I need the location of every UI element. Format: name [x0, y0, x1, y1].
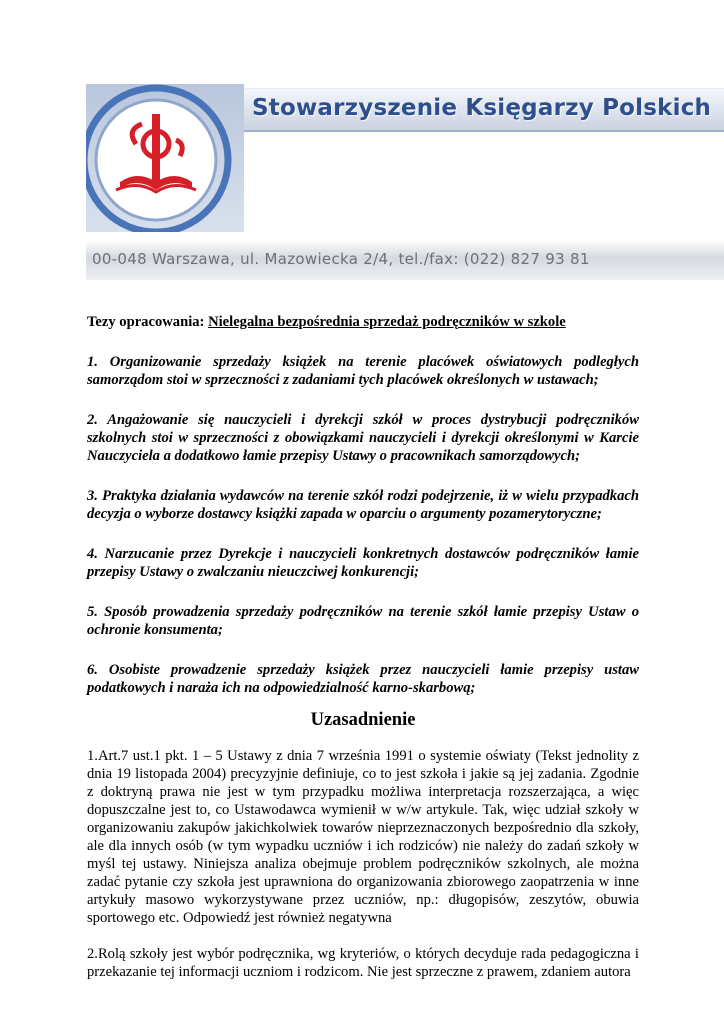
open-book-emblem-icon — [86, 84, 244, 232]
justification-paragraph: 2.Rolą szkoły jest wybór podręcznika, wg kryteriów, o których decyduje rada pedagogiczna i przekazanie tej informacji uczniom i rodzicom. Nie jest sprzeczne z prawem, zdaniem autora — [87, 946, 639, 980]
thesis-point: 3. Praktyka działania wydawców na terenie szkół rodzi podejrzenie, iż w wielu przypadkach decyzja o wyborze dostawcy książki zapada w oparciu o argumenty pozamerytoryczne; — [87, 488, 639, 522]
letterhead — [86, 84, 724, 292]
justification-paragraph: 1.Art.7 ust.1 pkt. 1 – 5 Ustawy z dnia 7 września 1991 o systemie oświaty (Tekst jednolity z dnia 19 listopada 2004) precyzyjnie definiuje, co to jest szkoła i jakie są jej zadania. Zgodnie z doktryną prawa nie jest w tym przypadku możliwa interpretacja rozszerzająca, a więc dopuszczalne jest to, co Ustawodawca wymienił w w/w artykule. Tak, więc udział szkoły w organizowaniu zakupów jakichkolwiek towarów nieprzeznaczonych bezpośrednio dla szkoły, ale dla innych osób (w tym wypadku uczniów i ich rodziców) nie należy do zadań szkoły w myśl tej ustawy. Niniejsza analiza obejmuje problem podręczników szkolnych, ale można zadać pytanie czy szkoła jest uprawniona do organizowania zbiorowego zaopatrzenia w inne artykuły masowo wykorzystywane przez uczniów, np.: długopisów, zeszytów, obuwia sportowego etc. Odpowiedź jest również negatywna — [87, 748, 639, 926]
thesis-point: 1. Organizowanie sprzedaży książek na terenie placówek oświatowych podległych samorządom stoi w sprzeczności z zadaniami tych placówek określonych w ustawach; — [87, 354, 639, 388]
thesis-point: 4. Narzucanie przez Dyrekcje i nauczycieli konkretnych dostawców podręczników łamie przepisy Ustawy o zwalczaniu nieuczciwej konkurencji; — [87, 546, 639, 580]
thesis-point: 6. Osobiste prowadzenie sprzedaży książek przez nauczycieli łamie przepisy ustaw podatkowych i naraża ich na odpowiedzialność karno-skarbową; — [87, 662, 639, 696]
document-body — [87, 313, 639, 999]
thesis-line — [87, 313, 639, 331]
thesis-point: 5. Sposób prowadzenia sprzedaży podręczników na terenie szkół łamie przepisy Ustaw o ochronie konsumenta; — [87, 604, 639, 638]
thesis-topic: Nielegalna bezpośrednia sprzedaż podręczników w szkole — [208, 314, 566, 330]
organization-name: Stowarzyszenie Księgarzy Polskich — [252, 95, 712, 121]
organization-address: 00-048 Warszawa, ul. Mazowiecka 2/4, tel./fax: (022) 827 93 81 — [92, 250, 590, 268]
address-band — [86, 240, 724, 280]
thesis-label: Tezy opracowania: — [87, 314, 205, 330]
section-heading: Uzasadnienie — [310, 710, 416, 730]
logo — [86, 84, 244, 232]
title-divider — [244, 130, 724, 132]
thesis-point: 2. Angażowanie się nauczycieli i dyrekcji szkół w proces dystrybucji podręczników szkolnych stoi w sprzeczności z obowiązkami nauczycieli i dyrekcji określonymi w Karcie Nauczyciela a dodatkowo łamie przepisy Ustawy o pracownikach samorządowych; — [87, 412, 639, 464]
title-band — [244, 88, 724, 131]
